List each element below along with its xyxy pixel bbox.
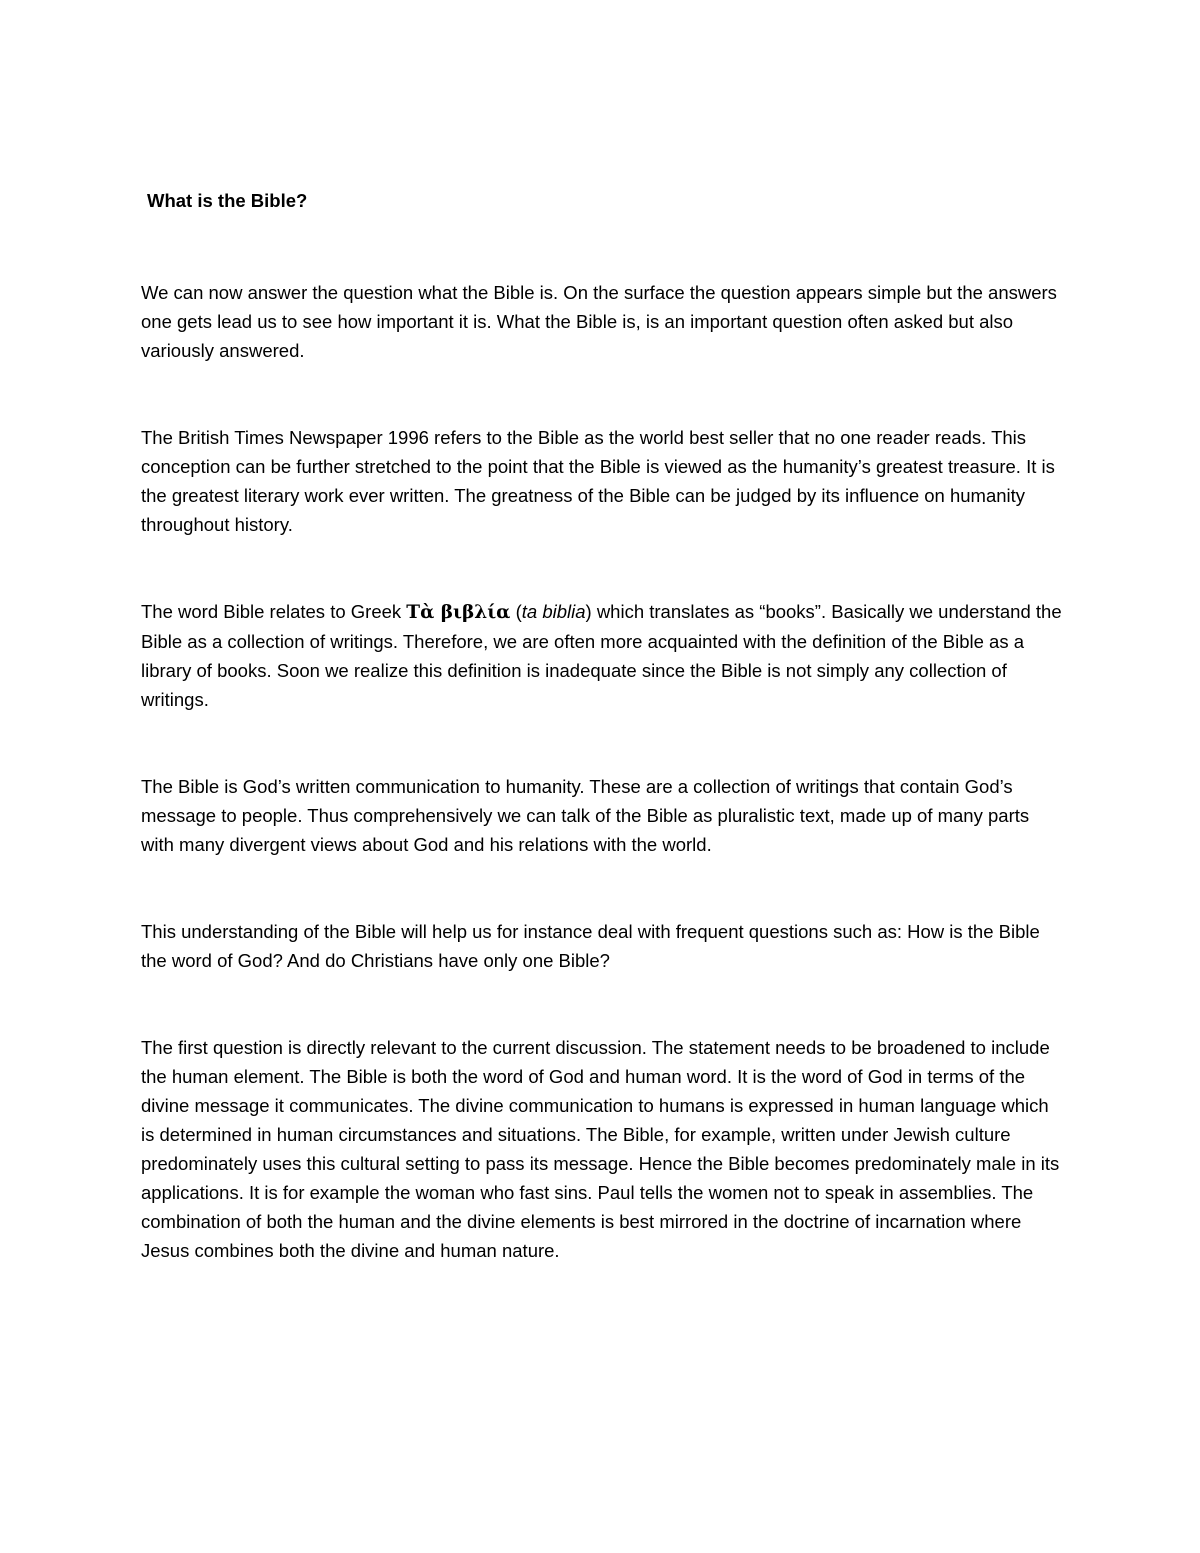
document-title: What is the Bible? <box>147 190 308 211</box>
document-body <box>141 186 1066 1323</box>
greek-term: Τὰ βιβλία <box>406 602 511 623</box>
transliteration: ta biblia <box>521 601 586 622</box>
paragraph-5: This understanding of the Bible will help us for instance deal with frequent questions such as: How is the Bible the word of God? And do Christians have only one Bible? <box>141 921 1040 971</box>
paragraph-3 <box>141 597 1066 714</box>
paragraph-3-paren: ( <box>510 601 522 622</box>
paragraph-3-rest: ) which translates as “books”. Basically we understand the Bible as a collection of writings. Therefore, we are often more acquainted with the definition of the Bible as a library of books. Soon we realize this definition is inadequate since the Bible is not simply any collection of writings. <box>141 601 1062 710</box>
paragraph-4: The Bible is God’s written communication to humanity. These are a collection of writings that contain God’s message to people. Thus comprehensively we can talk of the Bible as pluralistic text, made up of many parts with many divergent views about God and his relations with the world. <box>141 776 1030 855</box>
paragraph-3-intro: The word Bible relates to Greek <box>141 601 407 622</box>
paragraph-6: The first question is directly relevant to the current discussion. The statement needs to be broadened to include the human element. The Bible is both the word of God and human word. It is the word of God in terms of the divine message it communicates. The divine communication to humans is expressed in human language which is determined in human circumstances and situations. The Bible, for example, written under Jewish culture predominately uses this cultural setting to pass its message. Hence the Bible becomes predominately male in its applications. It is for example the woman who fast sins. Paul tells the women not to speak in assemblies. The combination of both the human and the divine elements is best mirrored in the doctrine of incarnation where Jesus combines both the divine and human nature. <box>141 1037 1060 1261</box>
paragraph-2: The British Times Newspaper 1996 refers to the Bible as the world best seller that no one reader reads. This conception can be further stretched to the point that the Bible is viewed as the humanity’s greatest treasure. It is the greatest literary work ever written. The greatness of the Bible can be judged by its influence on humanity throughout history. <box>141 427 1055 535</box>
paragraph-1: We can now answer the question what the Bible is. On the surface the question appears simple but the answers one gets lead us to see how important it is. What the Bible is, is an important question often asked but also variously answered. <box>141 282 1057 361</box>
